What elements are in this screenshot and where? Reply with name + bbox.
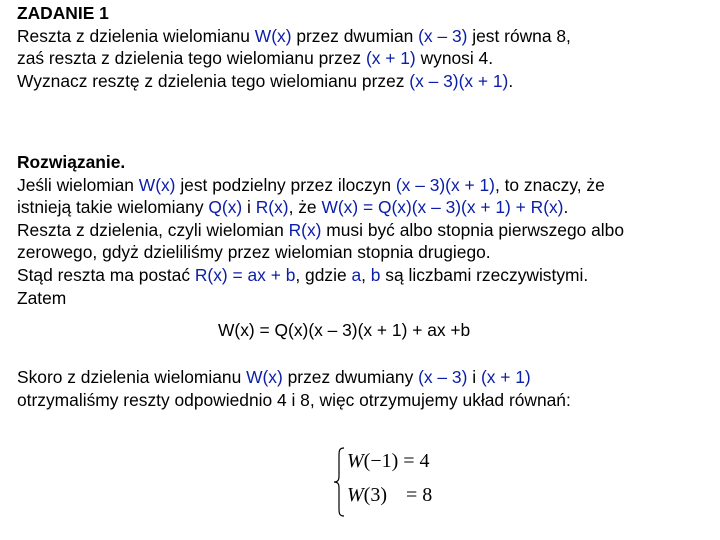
text-run: musi być albo stopnia pierwszego albo <box>321 219 625 240</box>
text-run: przez dwumian <box>291 25 419 46</box>
solution-section <box>17 151 717 309</box>
text-run: , to znaczy, że <box>494 174 605 195</box>
solution-heading: Rozwiązanie. <box>17 152 126 172</box>
system-row-2 <box>347 484 432 507</box>
text-run: wynosi 4. <box>415 48 494 69</box>
intro-line-1 <box>17 366 717 389</box>
function-argument: (3) <box>363 484 387 506</box>
solution-line-2 <box>17 196 717 219</box>
text-run: są liczbami rzeczywistymi. <box>380 264 589 285</box>
text-run: i <box>467 367 481 387</box>
text-run: jest podzielny przez iloczyn <box>175 174 396 195</box>
solution-line-4: zerowego, gdyż dzieliliśmy przez wielomian stopnia drugiego. <box>17 242 491 263</box>
text-run: Reszta z dzielenia wielomianu <box>17 25 255 46</box>
text-run: istnieją takie wielomiany <box>17 197 209 218</box>
math-highlight: R(x) = ax + b <box>194 264 296 285</box>
text-run: przez dwumiany <box>282 367 419 387</box>
text-run: , że <box>288 197 322 218</box>
text-run: Stąd reszta ma postać <box>17 264 195 285</box>
solution-line-3 <box>17 219 717 242</box>
text-run: i <box>242 197 256 218</box>
function-symbol: W <box>347 450 364 472</box>
solution-line-5 <box>17 264 717 287</box>
text-run: . <box>508 70 514 91</box>
text-run: . <box>563 197 569 218</box>
system-intro <box>17 366 717 411</box>
intro-line-2: otrzymaliśmy reszty odpowiednio 4 i 8, więc otrzymujemy układ równań: <box>17 389 571 410</box>
text-run: Skoro z dzielenia wielomianu <box>17 367 247 387</box>
solution-line-6: Zatem <box>17 287 67 308</box>
text-run: Jeśli wielomian <box>17 174 139 195</box>
math-highlight: (x – 3)(x + 1) <box>409 70 509 91</box>
text-run: Reszta z dzielenia, czyli wielomian <box>17 219 289 240</box>
math-highlight: (x + 1) <box>480 367 531 387</box>
math-highlight: a <box>351 264 362 285</box>
math-highlight: R(x) <box>288 219 322 240</box>
task-line-2 <box>17 47 717 70</box>
math-highlight: Q(x) <box>208 197 243 218</box>
math-highlight: W(x) <box>254 25 292 46</box>
text-run: , gdzie <box>295 264 352 285</box>
text-run: jest równa 8, <box>467 25 571 46</box>
math-highlight: W(x) = Q(x)(x – 3)(x + 1) + R(x) <box>321 197 564 218</box>
math-highlight: (x – 3) <box>418 25 468 46</box>
math-highlight: R(x) <box>255 197 289 218</box>
equation-rhs: = 8 <box>406 484 433 506</box>
left-brace-icon <box>333 446 345 518</box>
function-symbol: W <box>347 484 364 506</box>
text-run: , <box>361 264 371 285</box>
system-row-1 <box>347 450 430 473</box>
function-argument: (−1) <box>363 450 399 472</box>
text-run: zaś reszta z dzielenia tego wielomianu przez <box>17 48 366 69</box>
task-line-1 <box>17 25 717 48</box>
task-title: ZADANIE 1 <box>17 3 109 23</box>
math-highlight: (x + 1) <box>365 48 416 69</box>
text-run: Wyznacz resztę z dzielenia tego wielomianu przez <box>17 70 410 91</box>
solution-line-1 <box>17 174 717 197</box>
equation-rhs: = 4 <box>403 450 430 472</box>
math-highlight: (x – 3) <box>418 367 468 387</box>
main-equation: W(x) = Q(x)(x – 3)(x + 1) + ax +b <box>218 320 471 340</box>
task-line-3 <box>17 70 717 93</box>
math-highlight: W(x) <box>138 174 176 195</box>
math-highlight: (x – 3)(x + 1) <box>395 174 495 195</box>
task-section <box>17 2 717 92</box>
equation-system <box>333 446 443 518</box>
math-highlight: W(x) <box>246 367 283 387</box>
math-highlight: b <box>370 264 381 285</box>
